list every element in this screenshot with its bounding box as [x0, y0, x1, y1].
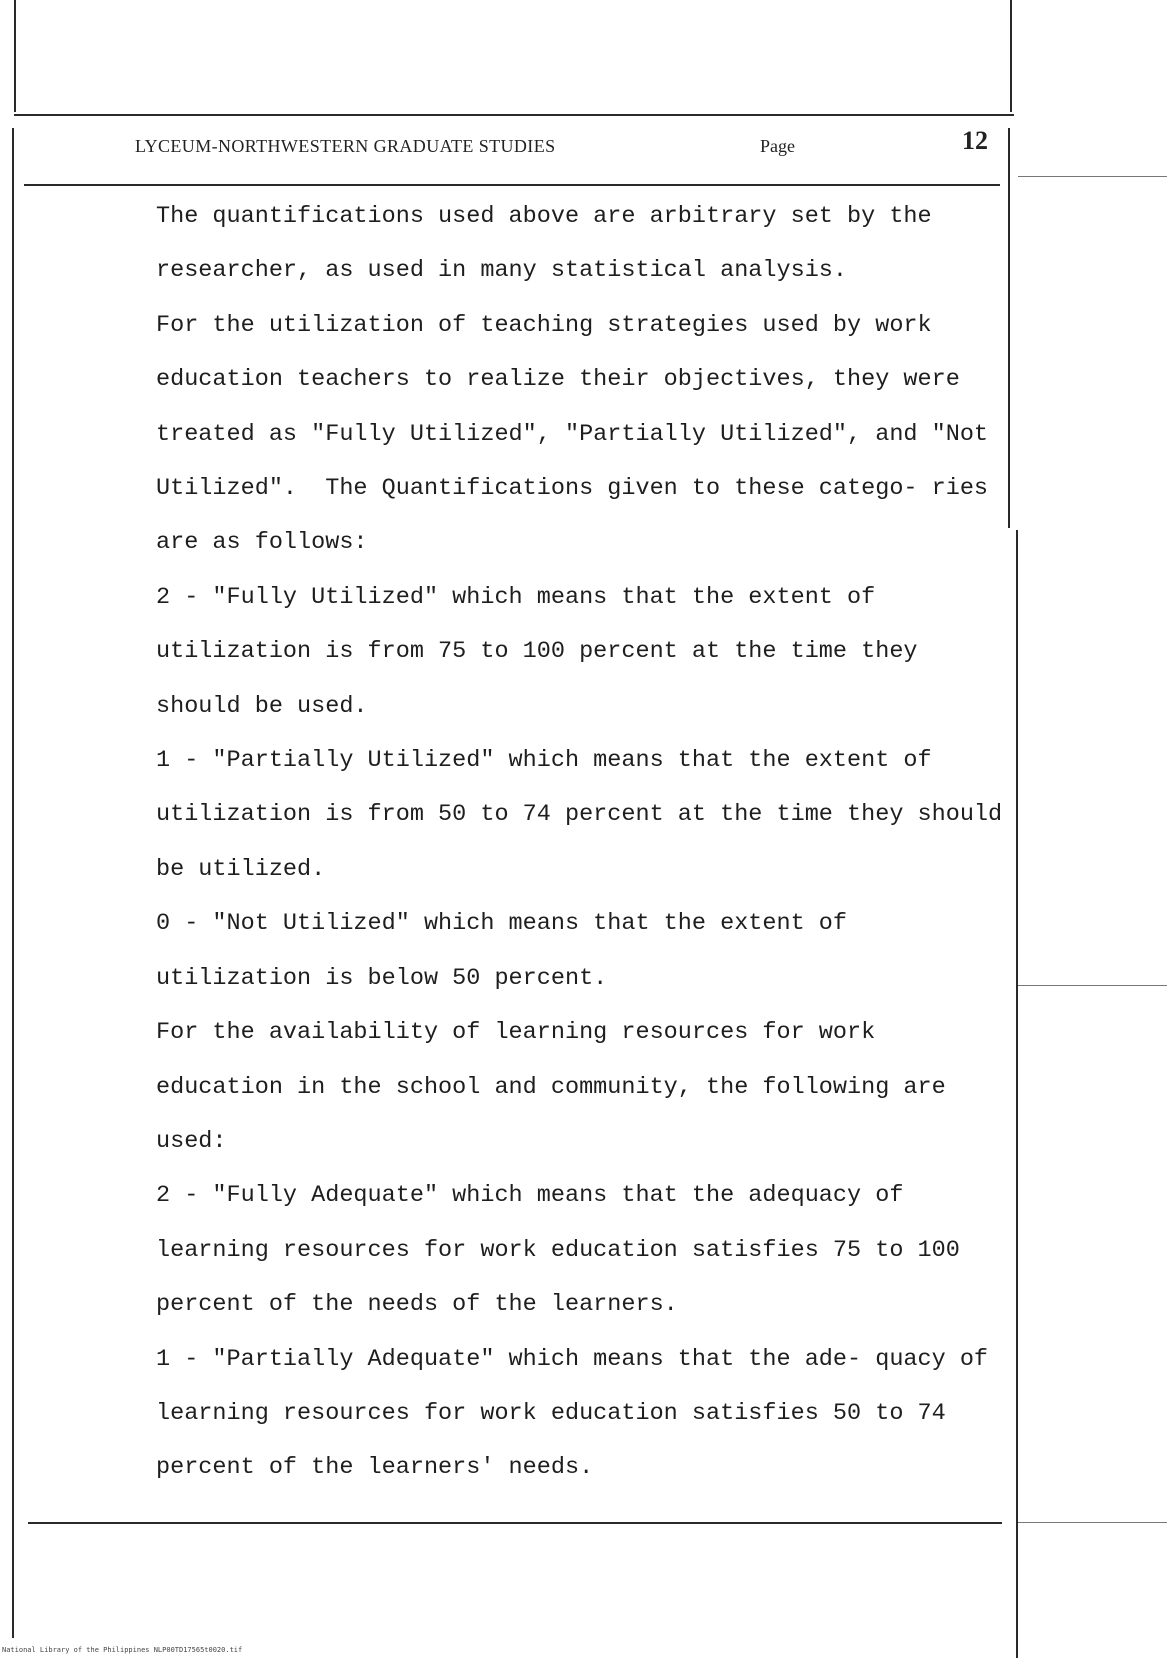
footer-divider	[28, 1522, 1002, 1524]
scan-credit: National Library of the Philippines NLP00TD17565t0020.tif	[2, 1646, 243, 1654]
frame-line	[1010, 0, 1012, 112]
paragraph: 1 - "Partially Utilized" which means that the extent of utilization is from 50 to 74 percent at the time they should be utilized.	[156, 747, 1017, 883]
frame-line	[14, 0, 16, 112]
paragraph: For the availability of learning resources for work education in the school and community, the following are used:	[156, 1019, 960, 1155]
page-number: 12	[962, 126, 988, 155]
paragraph: The quantifications used above are arbitrary set by the researcher, as used in many statistical analysis.	[156, 203, 946, 285]
frame-line	[14, 114, 1014, 116]
frame-line	[1018, 1522, 1167, 1523]
document-body	[24, 190, 1017, 1496]
page-header-title: LYCEUM-NORTHWESTERN GRADUATE STUDIES	[135, 136, 556, 156]
frame-line	[12, 128, 14, 1638]
frame-line	[1018, 985, 1167, 986]
paragraph: 0 - "Not Utilized" which means that the extent of utilization is below 50 percent.	[156, 910, 862, 992]
frame-line	[1016, 530, 1018, 1658]
paragraph: 1 - "Partially Adequate" which means that the ade- quacy of learning resources for work education satisfies 50 to 74 percent of the learners' needs.	[156, 1345, 1003, 1482]
paragraph: For the utilization of teaching strategies used by work education teachers to realize their objectives, they were treated as "Fully Utilized", "Partially Utilized", and "Not Utilized". The Quantifications given to these catego- ries are as follows:	[156, 311, 1003, 557]
frame-line	[1018, 176, 1167, 177]
paragraph: 2 - "Fully Utilized" which means that the extent of utilization is from 75 to 100 percent at the time they should be used.	[156, 583, 932, 720]
page-label: Page	[760, 136, 795, 156]
header-divider	[24, 184, 1000, 186]
paragraph: 2 - "Fully Adequate" which means that the adequacy of learning resources for work education satisfies 75 to 100 percent of the needs of the learners.	[156, 1182, 974, 1319]
